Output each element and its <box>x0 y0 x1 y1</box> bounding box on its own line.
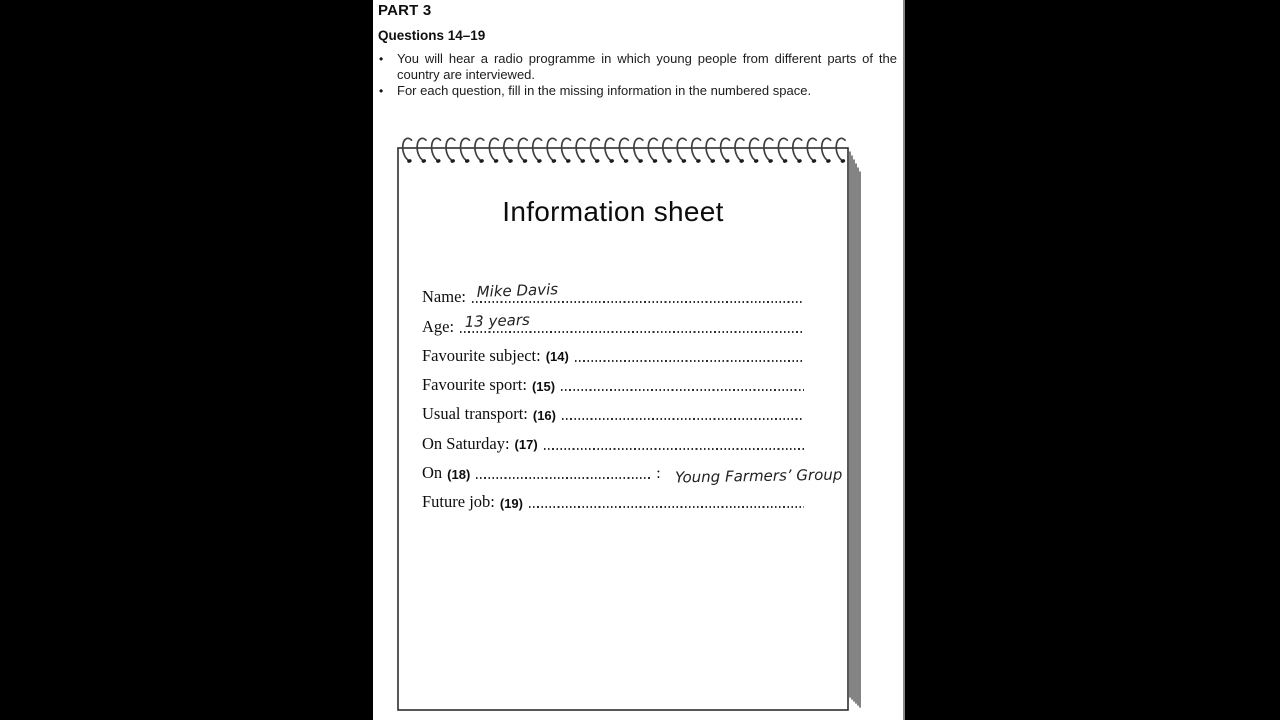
form-row-age <box>422 310 804 339</box>
exam-page <box>373 0 905 720</box>
answer-line <box>476 477 652 479</box>
question-number: (15) <box>531 378 556 394</box>
questions-heading: Questions 14–19 <box>378 28 486 43</box>
handwritten-value: 13 years <box>464 310 531 331</box>
question-number: (16) <box>532 407 556 423</box>
row-label: Age: <box>422 316 455 336</box>
instruction-text-2: For each question, fill in the missing information in the numbered space. <box>397 83 812 98</box>
handwritten-value: Mike Davis <box>476 280 559 302</box>
bullet-icon: • <box>379 52 384 66</box>
information-form <box>422 280 843 515</box>
answer-line <box>562 418 804 420</box>
question-number: (17) <box>514 437 538 453</box>
part-title: PART 3 <box>378 2 432 19</box>
handwritten-value: Young Farmers’ Group <box>674 465 843 487</box>
notebook-title: Information sheet <box>502 196 724 227</box>
question-number: (19) <box>499 495 523 511</box>
form-row-future-job <box>422 486 804 515</box>
row-label: Favourite subject: <box>422 345 541 365</box>
answer-line <box>472 280 804 303</box>
answer-line <box>575 360 804 362</box>
answer-line <box>561 389 804 391</box>
row-label: On <box>422 463 443 483</box>
letterbox-right <box>905 0 1280 720</box>
instructions-list <box>378 51 898 99</box>
form-row-favourite-subject <box>422 340 804 369</box>
row-label: Favourite sport: <box>422 375 527 395</box>
form-row-on-saturday <box>422 427 804 456</box>
form-row-usual-transport <box>422 398 804 427</box>
row-label: Future job: <box>422 492 495 512</box>
page-stack-edges <box>850 152 860 707</box>
answer-line <box>544 448 804 450</box>
answer-line <box>460 310 804 333</box>
row-label: On Saturday: <box>422 433 510 453</box>
instruction-bullet-1 <box>378 51 898 83</box>
separator-colon: : <box>656 465 661 483</box>
instruction-text-1: You will hear a radio programme in which young people from different parts of the country are interviewed. <box>397 51 897 82</box>
form-row-favourite-sport <box>422 369 804 398</box>
answer-line <box>529 506 804 508</box>
instruction-bullet-2 <box>378 83 898 99</box>
question-number: (18) <box>447 466 471 482</box>
form-row-name <box>422 281 804 310</box>
bullet-icon: • <box>379 84 384 98</box>
question-number: (14) <box>545 349 569 365</box>
form-row-on-18 <box>422 457 843 487</box>
row-label: Name: <box>422 287 466 307</box>
row-label: Usual transport: <box>422 404 528 424</box>
letterbox-left <box>0 0 373 720</box>
